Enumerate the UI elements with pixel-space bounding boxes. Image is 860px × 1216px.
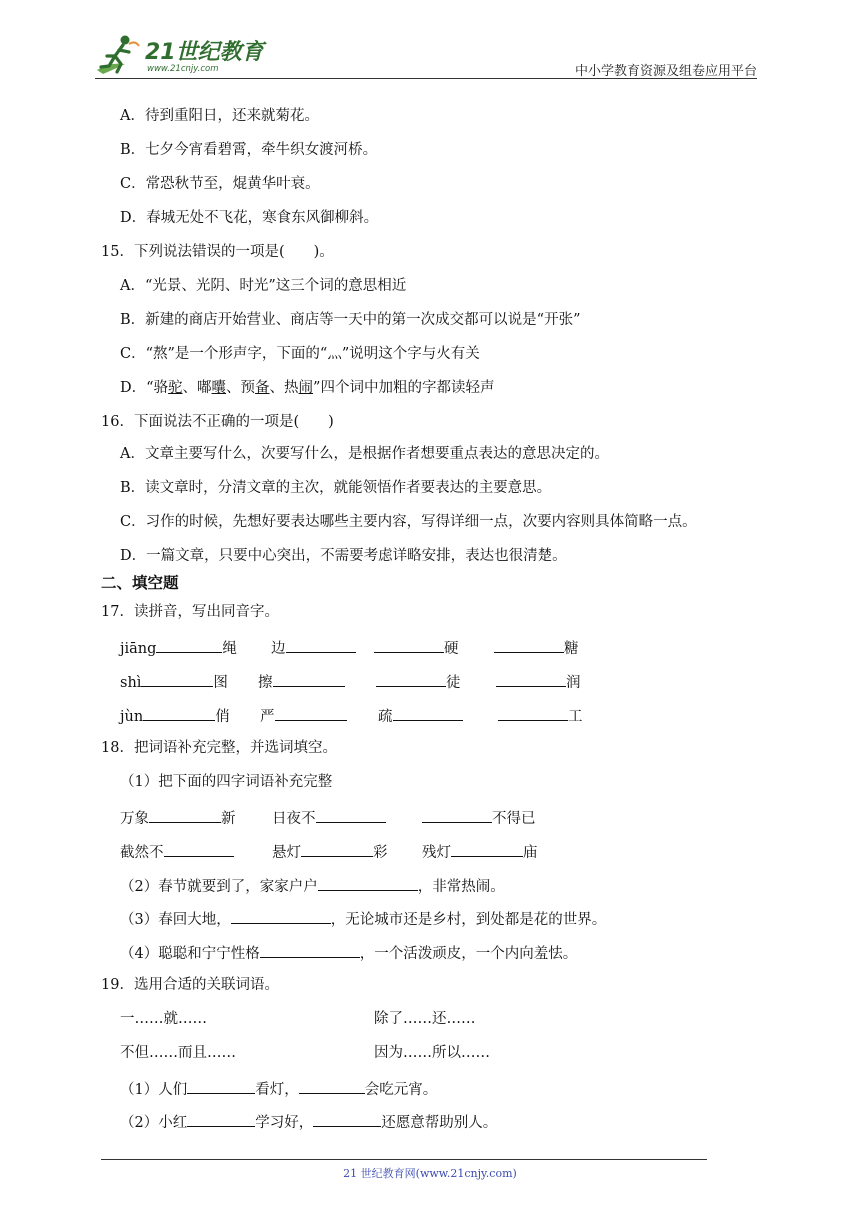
underlined-char: 驼 xyxy=(168,380,183,396)
header-tagline: 中小学教育资源及组卷应用平台 xyxy=(574,64,757,79)
q17-stem: 17．读拼音，写出同音字。 xyxy=(101,604,279,620)
answer-blank[interactable] xyxy=(231,907,331,924)
q18-sub3: （3）春回大地， ，无论城市还是乡村，到处都是花的世界。 xyxy=(120,907,606,930)
q14-option-b: B．七夕今宵看碧霄，牵牛织女渡河桥。 xyxy=(120,142,378,158)
q15-option-d: D．“骆驼、嘟囔、预备、热闹”四个词中加粗的字都读轻声 xyxy=(120,380,495,396)
answer-blank[interactable] xyxy=(498,704,568,721)
q16-option-a: A．文章主要写什么，次要写什么，是根据作者想要重点表达的意思决定的。 xyxy=(120,446,609,462)
footer-divider xyxy=(101,1159,707,1160)
answer-blank[interactable] xyxy=(494,636,564,653)
answer-blank[interactable] xyxy=(422,806,492,823)
answer-blank[interactable] xyxy=(318,874,418,891)
answer-blank[interactable] xyxy=(376,670,446,687)
underlined-char: 备 xyxy=(255,380,270,396)
section-title: 二、填空题 xyxy=(101,574,179,592)
answer-blank[interactable] xyxy=(156,636,222,653)
q17-row-1: jiāng 绳 xyxy=(120,636,237,659)
answer-blank[interactable] xyxy=(374,636,444,653)
answer-blank[interactable] xyxy=(143,704,215,721)
q15-option-b: B．新建的商店开始营业、商店等一天中的第一次成交都可以说是“开张” xyxy=(120,312,581,328)
answer-blank[interactable] xyxy=(286,636,356,653)
q18-stem: 18．把词语补充完整，并选词填空。 xyxy=(101,740,337,756)
idiom-item: 万象 新 xyxy=(120,806,236,829)
idiom-item: 悬灯 彩 xyxy=(272,840,388,863)
answer-blank[interactable] xyxy=(451,840,523,857)
q19-sentence-1: （1）人们 看灯， 会吃元宵。 xyxy=(120,1077,437,1100)
answer-blank[interactable] xyxy=(496,670,566,687)
q16-option-b: B．读文章时，分清文章的主次，就能领悟作者要表达的主要意思。 xyxy=(120,480,552,496)
answer-blank[interactable] xyxy=(164,840,234,857)
q14-option-d: D．春城无处不飞花，寒食东风御柳斜。 xyxy=(120,210,379,226)
q18-sub2: （2）春节就要到了，家家户户 ，非常热闹。 xyxy=(120,874,505,897)
answer-blank[interactable] xyxy=(393,704,463,721)
conjunction-choice: 不但……而且…… xyxy=(120,1045,236,1061)
answer-blank[interactable] xyxy=(313,1110,381,1127)
q14-option-a: A．待到重阳日，还来就菊花。 xyxy=(120,108,319,124)
q19-sentence-2: （2）小红 学习好， 还愿意帮助别人。 xyxy=(120,1110,497,1133)
q18-sub4: （4）聪聪和宁宁性格 ，一个活泼顽皮，一个内向羞怯。 xyxy=(120,941,577,964)
runner-logo-icon xyxy=(95,34,141,76)
page-footer: 21 世纪教育网(www.21cnjy.com) xyxy=(343,1167,517,1180)
q18-sub1: （1）把下面的四字词语补充完整 xyxy=(120,774,333,790)
q16-option-c: C．习作的时候，先想好要表达哪些主要内容，写得详细一点，次要内容则具体简略一点。 xyxy=(120,514,697,530)
underlined-char: 闹 xyxy=(298,380,314,396)
idiom-item: 残灯 庙 xyxy=(422,840,538,863)
page-header xyxy=(95,28,757,80)
answer-blank[interactable] xyxy=(149,806,221,823)
answer-blank[interactable] xyxy=(141,670,213,687)
idiom-item: 日夜不 xyxy=(272,806,386,829)
answer-blank[interactable] xyxy=(299,1077,365,1094)
answer-blank[interactable] xyxy=(301,840,373,857)
header-divider xyxy=(95,78,757,79)
q15-stem: 15．下列说法错误的一项是( )。 xyxy=(101,244,334,260)
q15-option-a: A．“光景、光阴、时光”这三个词的意思相近 xyxy=(120,278,407,294)
logo-wordmark: 21世纪教育 xyxy=(145,40,264,65)
conjunction-choice: 除了……还…… xyxy=(374,1011,476,1027)
q16-stem: 16．下面说法不正确的一项是( ) xyxy=(101,414,334,430)
answer-blank[interactable] xyxy=(273,670,345,687)
q14-option-c: C．常恐秋节至，焜黄华叶衰。 xyxy=(120,176,320,192)
answer-blank[interactable] xyxy=(260,941,360,958)
q16-option-d: D．一篇文章，只要中心突出，不需要考虑详略安排，表达也很清楚。 xyxy=(120,548,567,564)
q19-stem: 19．选用合适的关联词语。 xyxy=(101,977,279,993)
answer-blank[interactable] xyxy=(316,806,386,823)
answer-blank[interactable] xyxy=(187,1077,255,1094)
q15-option-c: C．“熬”是一个形声字，下面的“灬”说明这个字与火有关 xyxy=(120,346,480,362)
idiom-item: 不得已 xyxy=(422,806,536,829)
q17-row-3: jùn 俏 xyxy=(120,704,230,727)
answer-blank[interactable] xyxy=(187,1110,255,1127)
site-logo xyxy=(95,34,264,76)
conjunction-choice: 因为……所以…… xyxy=(374,1045,490,1061)
answer-blank[interactable] xyxy=(275,704,347,721)
logo-url: www.21cnjy.com xyxy=(147,64,219,74)
idiom-item: 截然不 xyxy=(120,840,234,863)
conjunction-choice: 一……就…… xyxy=(120,1011,207,1027)
underlined-char: 囔 xyxy=(211,380,227,396)
q17-row-2: shì 图 xyxy=(120,670,228,693)
